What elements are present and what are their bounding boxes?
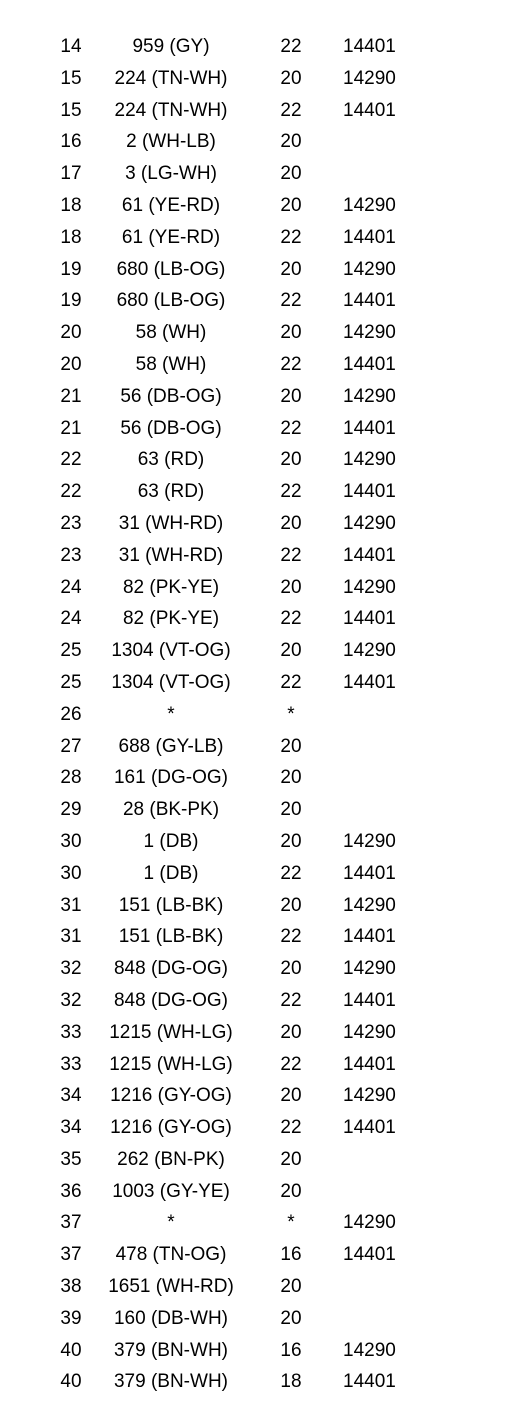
table-row (0, 1335, 512, 1367)
table-row (0, 858, 512, 890)
table-row (0, 1049, 512, 1081)
circuit-color: 56 (DB-OG) (120, 417, 222, 439)
table-row (0, 1144, 512, 1176)
option-code: 14290 (343, 322, 396, 344)
option-code: 14290 (343, 449, 396, 471)
wire-gauge: 22 (280, 671, 302, 693)
option-code: 14290 (343, 194, 396, 216)
circuit-color: 680 (LB-OG) (116, 290, 226, 312)
pin-number: 15 (60, 67, 82, 89)
wire-gauge: 20 (280, 1085, 302, 1107)
pin-number: 32 (60, 958, 82, 980)
pin-number: 26 (60, 703, 82, 725)
circuit-color: 151 (LB-BK) (118, 894, 224, 916)
wire-gauge: 20 (280, 67, 302, 89)
option-code: 14290 (343, 830, 396, 852)
pin-number: 27 (60, 735, 82, 757)
option-code: 14290 (343, 1085, 396, 1107)
table-row (0, 953, 512, 985)
pin-number: 18 (60, 226, 82, 248)
table-row (0, 63, 512, 95)
table-row (0, 921, 512, 953)
circuit-color: 688 (GY-LB) (118, 735, 224, 757)
option-code: 14401 (343, 1053, 396, 1075)
pin-number: 17 (60, 163, 82, 185)
option-code: 14401 (343, 1117, 396, 1139)
pin-number: 20 (60, 322, 82, 344)
pin-number: 37 (60, 1212, 82, 1234)
circuit-color: 262 (BN-PK) (117, 1148, 225, 1170)
option-code: 14401 (343, 1244, 396, 1266)
pin-number: 34 (60, 1117, 82, 1139)
wire-gauge: 20 (280, 767, 302, 789)
table-row (0, 190, 512, 222)
wire-gauge: 20 (280, 735, 302, 757)
circuit-color: 161 (DG-OG) (113, 767, 229, 789)
wire-gauge: 22 (280, 989, 302, 1011)
pin-number: 24 (60, 608, 82, 630)
pin-number: 18 (60, 194, 82, 216)
circuit-color: 959 (GY) (132, 36, 210, 57)
table-row (0, 381, 512, 413)
circuit-color: 31 (WH-RD) (118, 544, 224, 566)
pin-number: 24 (60, 576, 82, 598)
pin-number: 36 (60, 1180, 82, 1202)
wire-gauge: 20 (280, 958, 302, 980)
wire-gauge: 20 (280, 163, 302, 185)
pin-number: 25 (60, 671, 82, 693)
circuit-color: 82 (PK-YE) (122, 608, 220, 630)
option-code: 14401 (343, 99, 396, 121)
table-row (0, 222, 512, 254)
circuit-color: 1651 (WH-RD) (108, 1276, 234, 1298)
wire-gauge: 20 (280, 640, 302, 662)
pin-number: 20 (60, 353, 82, 375)
wire-gauge: * (287, 703, 295, 725)
pin-number: 25 (60, 640, 82, 662)
circuit-color: * (167, 703, 175, 725)
table-row (0, 254, 512, 286)
circuit-color: * (167, 1212, 175, 1234)
table-row (0, 413, 512, 445)
pin-number: 37 (60, 1244, 82, 1266)
circuit-color: 63 (RD) (137, 481, 205, 503)
wire-gauge: 22 (280, 353, 302, 375)
circuit-color: 2 (WH-LB) (126, 131, 216, 153)
circuit-color: 31 (WH-RD) (118, 512, 224, 534)
circuit-color: 61 (YE-RD) (121, 226, 221, 248)
table-row (0, 1176, 512, 1208)
pin-number: 22 (60, 481, 82, 503)
wire-gauge: 20 (280, 1021, 302, 1043)
circuit-color: 28 (BK-PK) (122, 799, 220, 821)
pin-number: 38 (60, 1276, 82, 1298)
wire-gauge: 20 (280, 1148, 302, 1170)
wire-gauge: 22 (280, 99, 302, 121)
table-row (0, 1112, 512, 1144)
table-row (0, 1080, 512, 1112)
circuit-color: 848 (DG-OG) (113, 958, 229, 980)
wire-gauge: 22 (280, 417, 302, 439)
table-row (0, 985, 512, 1017)
option-code: 14290 (343, 576, 396, 598)
pin-number: 29 (60, 799, 82, 821)
wire-gauge: * (287, 1212, 295, 1234)
circuit-color: 1216 (GY-OG) (110, 1117, 232, 1139)
circuit-color: 58 (WH) (135, 322, 207, 344)
pin-number: 21 (60, 417, 82, 439)
table-row (0, 890, 512, 922)
circuit-color: 224 (TN-WH) (114, 67, 228, 89)
circuit-color: 1215 (WH-LG) (109, 1053, 233, 1075)
option-code: 14401 (343, 36, 396, 57)
table-row (0, 476, 512, 508)
wire-gauge: 22 (280, 1117, 302, 1139)
option-code: 14401 (343, 544, 396, 566)
table-row (0, 540, 512, 572)
table-row (0, 95, 512, 127)
table-row (0, 794, 512, 826)
table-row (0, 444, 512, 476)
table-row (0, 508, 512, 540)
pin-number: 32 (60, 989, 82, 1011)
circuit-color: 379 (BN-WH) (113, 1371, 228, 1393)
circuit-color: 56 (DB-OG) (120, 385, 222, 407)
pin-number: 28 (60, 767, 82, 789)
circuit-color: 63 (RD) (137, 449, 205, 471)
option-code: 14290 (343, 1021, 396, 1043)
pin-number: 23 (60, 544, 82, 566)
option-code: 14401 (343, 353, 396, 375)
wire-gauge: 22 (280, 36, 302, 57)
wire-gauge: 22 (280, 926, 302, 948)
circuit-color: 82 (PK-YE) (122, 576, 220, 598)
table-row (0, 126, 512, 158)
wire-gauge: 20 (280, 512, 302, 534)
circuit-color: 1304 (VT-OG) (111, 640, 231, 662)
option-code: 14401 (343, 608, 396, 630)
table-row (0, 317, 512, 349)
pin-number: 39 (60, 1307, 82, 1329)
circuit-color: 1 (DB) (143, 862, 199, 884)
pin-number: 35 (60, 1148, 82, 1170)
circuit-color: 680 (LB-OG) (116, 258, 226, 280)
wire-gauge: 22 (280, 608, 302, 630)
pin-number: 15 (60, 99, 82, 121)
table-row (0, 1017, 512, 1049)
wire-gauge: 20 (280, 194, 302, 216)
pin-number: 14 (60, 36, 82, 57)
pin-number: 21 (60, 385, 82, 407)
wire-gauge: 22 (280, 226, 302, 248)
option-code: 14401 (343, 989, 396, 1011)
option-code: 14401 (343, 417, 396, 439)
pin-number: 30 (60, 830, 82, 852)
pin-number: 40 (60, 1371, 82, 1393)
wire-gauge: 20 (280, 576, 302, 598)
circuit-color: 61 (YE-RD) (121, 194, 221, 216)
circuit-color: 1 (DB) (143, 830, 199, 852)
table-row (0, 762, 512, 794)
circuit-color: 1216 (GY-OG) (110, 1085, 232, 1107)
pin-number: 22 (60, 449, 82, 471)
option-code: 14401 (343, 862, 396, 884)
option-code: 14290 (343, 1212, 396, 1234)
table-row (0, 158, 512, 190)
table-row (0, 1303, 512, 1335)
option-code: 14401 (343, 481, 396, 503)
circuit-color: 848 (DG-OG) (113, 989, 229, 1011)
pin-number: 40 (60, 1339, 82, 1361)
wire-gauge: 16 (280, 1244, 302, 1266)
wire-gauge: 22 (280, 290, 302, 312)
wire-gauge: 22 (280, 1053, 302, 1075)
table-row (0, 826, 512, 858)
pin-number: 30 (60, 862, 82, 884)
table-row (0, 1239, 512, 1271)
circuit-color: 160 (DB-WH) (113, 1307, 228, 1329)
wire-gauge: 22 (280, 862, 302, 884)
wire-gauge: 20 (280, 322, 302, 344)
table-row (0, 603, 512, 635)
option-code: 14401 (343, 1371, 396, 1393)
circuit-color: 379 (BN-WH) (113, 1339, 228, 1361)
option-code: 14290 (343, 958, 396, 980)
option-code: 14401 (343, 226, 396, 248)
option-code: 14401 (343, 671, 396, 693)
table-row (0, 699, 512, 731)
circuit-color: 1304 (VT-OG) (111, 671, 231, 693)
pin-number: 19 (60, 258, 82, 280)
table-row (0, 1207, 512, 1239)
circuit-color: 1215 (WH-LG) (109, 1021, 233, 1043)
circuit-color: 58 (WH) (135, 353, 207, 375)
option-code: 14290 (343, 67, 396, 89)
wire-gauge: 22 (280, 544, 302, 566)
table-row (0, 1271, 512, 1303)
table-row (0, 285, 512, 317)
pin-number: 23 (60, 512, 82, 534)
wire-gauge: 20 (280, 894, 302, 916)
circuit-color: 1003 (GY-YE) (112, 1180, 230, 1202)
connector-pinout-table (0, 31, 512, 1398)
option-code: 14290 (343, 640, 396, 662)
pin-number: 31 (60, 894, 82, 916)
circuit-color: 3 (LG-WH) (125, 163, 217, 185)
option-code: 14290 (343, 258, 396, 280)
option-code: 14401 (343, 926, 396, 948)
wire-gauge: 20 (280, 449, 302, 471)
circuit-color: 151 (LB-BK) (118, 926, 224, 948)
option-code: 14290 (343, 894, 396, 916)
wire-gauge: 18 (280, 1371, 302, 1393)
pin-number: 33 (60, 1053, 82, 1075)
circuit-color: 478 (TN-OG) (115, 1244, 227, 1266)
pin-number: 19 (60, 290, 82, 312)
table-row (0, 635, 512, 667)
table-row (0, 731, 512, 763)
table-row (0, 31, 512, 63)
wire-gauge: 20 (280, 1180, 302, 1202)
wire-gauge: 20 (280, 799, 302, 821)
table-row (0, 1366, 512, 1398)
wire-gauge: 22 (280, 481, 302, 503)
wire-gauge: 20 (280, 1276, 302, 1298)
wire-gauge: 20 (280, 1307, 302, 1329)
pin-number: 31 (60, 926, 82, 948)
option-code: 14290 (343, 385, 396, 407)
option-code: 14401 (343, 290, 396, 312)
table-row (0, 572, 512, 604)
wire-gauge: 20 (280, 830, 302, 852)
pin-number: 34 (60, 1085, 82, 1107)
circuit-color: 224 (TN-WH) (114, 99, 228, 121)
wire-gauge: 20 (280, 258, 302, 280)
pin-number: 33 (60, 1021, 82, 1043)
wire-gauge: 20 (280, 385, 302, 407)
table-row (0, 667, 512, 699)
option-code: 14290 (343, 1339, 396, 1361)
table-row (0, 349, 512, 381)
pin-number: 16 (60, 131, 82, 153)
wire-gauge: 20 (280, 131, 302, 153)
wire-gauge: 16 (280, 1339, 302, 1361)
option-code: 14290 (343, 512, 396, 534)
